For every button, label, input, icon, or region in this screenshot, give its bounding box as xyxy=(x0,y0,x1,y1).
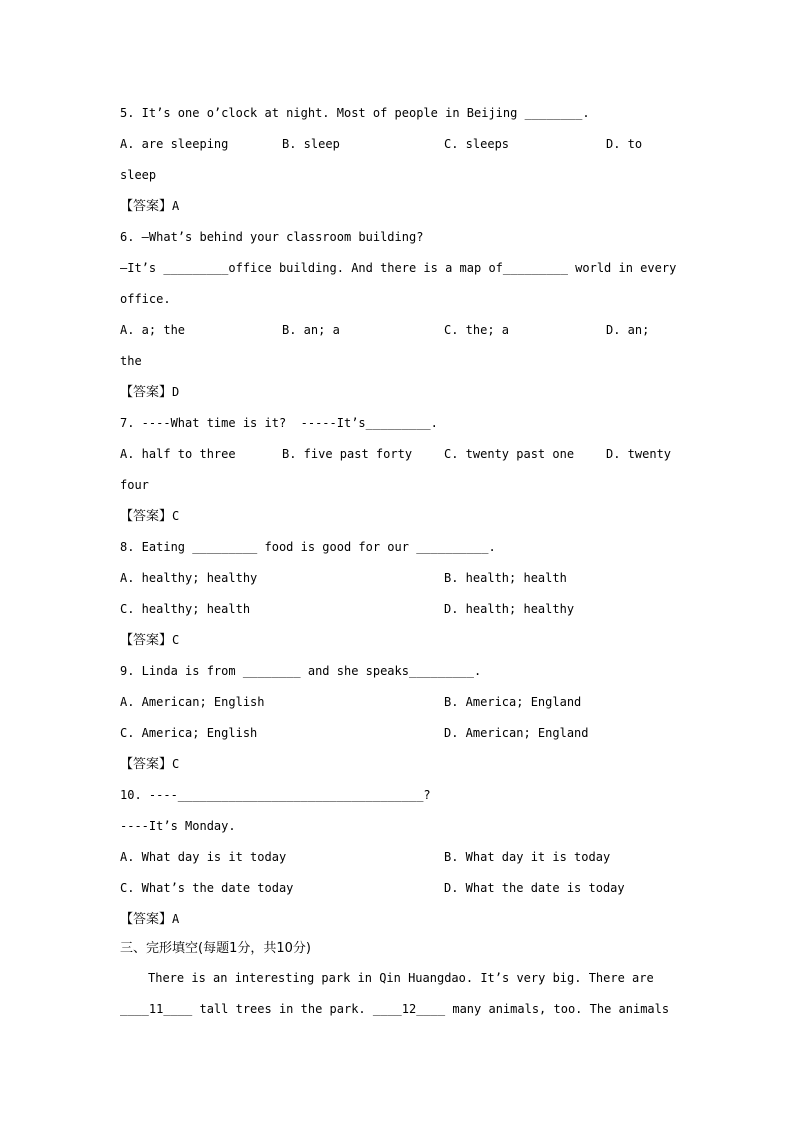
option-c: C. the; a xyxy=(444,323,510,337)
option-c: C. sleeps xyxy=(444,137,510,151)
option-d: D. to xyxy=(606,137,643,151)
question-6-line2: —It’s _________office building. And there is a map of_________ world in every xyxy=(120,261,677,275)
option-a: A. a; the xyxy=(120,323,186,337)
question-7-stem: 7. ----What time is it? -----It’s_________. xyxy=(120,416,438,430)
question-8-stem: 8. Eating _________ food is good for our __________. xyxy=(120,540,496,554)
option-a: A. half to three xyxy=(120,447,236,461)
question-7-options xyxy=(120,439,680,470)
answer-value: A xyxy=(172,199,180,213)
question-10-answer xyxy=(120,904,680,935)
question-10-options-row2 xyxy=(120,873,680,904)
option-b: B. an; a xyxy=(282,323,340,337)
option-d: D. twenty xyxy=(606,447,672,461)
cloze-blank-11: ____11____ xyxy=(120,1002,193,1016)
option-a: A. What day is it today xyxy=(120,850,287,864)
answer-value: D xyxy=(172,385,180,399)
option-a: A. American; English xyxy=(120,695,265,709)
answer-value: C xyxy=(172,757,180,771)
option-b: B. America; England xyxy=(444,695,582,709)
question-6-stem: 6. —What’s behind your classroom building? xyxy=(120,230,424,244)
question-6-line3: office. xyxy=(120,292,171,306)
answer-value: C xyxy=(172,633,180,647)
question-9-options-row1 xyxy=(120,687,680,718)
question-10-stem: 10. ----__________________________________? xyxy=(120,788,431,802)
option-c: C. America; English xyxy=(120,726,258,740)
option-d: D. What the date is today xyxy=(444,881,625,895)
question-10-options-row1 xyxy=(120,842,680,873)
answer-label: 【答案】 xyxy=(120,912,173,927)
option-d: D. an; xyxy=(606,323,650,337)
option-d: D. health; healthy xyxy=(444,602,575,616)
answer-label: 【答案】 xyxy=(120,385,173,400)
question-7-wrap: four xyxy=(120,478,149,492)
question-6-wrap: the xyxy=(120,354,142,368)
cloze-text: many animals, too. The animals xyxy=(445,1002,670,1016)
cloze-blank-12: ____12____ xyxy=(372,1002,446,1016)
option-a: A. are sleeping xyxy=(120,137,229,151)
question-10-line2: ----It’s Monday. xyxy=(120,819,236,833)
question-5-options xyxy=(120,129,680,160)
question-5-answer xyxy=(120,191,680,222)
question-6-options xyxy=(120,315,680,346)
cloze-paragraph-line1: There is an interesting park in Qin Huangdao. It’s very big. There are xyxy=(148,971,654,985)
question-5-wrap: sleep xyxy=(120,168,157,182)
cloze-paragraph-line2 xyxy=(120,994,680,1025)
question-8-answer xyxy=(120,625,680,656)
answer-label: 【答案】 xyxy=(120,509,173,524)
question-9-stem: 9. Linda is from ________ and she speaks_________. xyxy=(120,664,482,678)
option-b: B. health; health xyxy=(444,571,567,585)
document-page xyxy=(120,98,680,1025)
option-c: C. What’s the date today xyxy=(120,881,294,895)
answer-value: C xyxy=(172,509,180,523)
question-9-answer xyxy=(120,749,680,780)
option-b: B. sleep xyxy=(282,137,340,151)
question-8-options-row1 xyxy=(120,563,680,594)
section-heading: 三、完形填空(每题1分，共10分) xyxy=(120,941,311,956)
question-7-answer xyxy=(120,501,680,532)
option-d: D. American; England xyxy=(444,726,589,740)
cloze-text: tall trees in the park. xyxy=(192,1002,373,1016)
option-b: B. five past forty xyxy=(282,447,413,461)
answer-label: 【答案】 xyxy=(120,757,173,772)
option-a: A. healthy; healthy xyxy=(120,571,258,585)
option-c: C. healthy; health xyxy=(120,602,251,616)
answer-value: A xyxy=(172,912,180,926)
question-5-stem: 5. It’s one o’clock at night. Most of people in Beijing ________. xyxy=(120,106,590,120)
option-c: C. twenty past one xyxy=(444,447,575,461)
answer-label: 【答案】 xyxy=(120,633,173,648)
question-9-options-row2 xyxy=(120,718,680,749)
option-b: B. What day it is today xyxy=(444,850,611,864)
question-6-answer xyxy=(120,377,680,408)
question-8-options-row2 xyxy=(120,594,680,625)
answer-label: 【答案】 xyxy=(120,199,173,214)
